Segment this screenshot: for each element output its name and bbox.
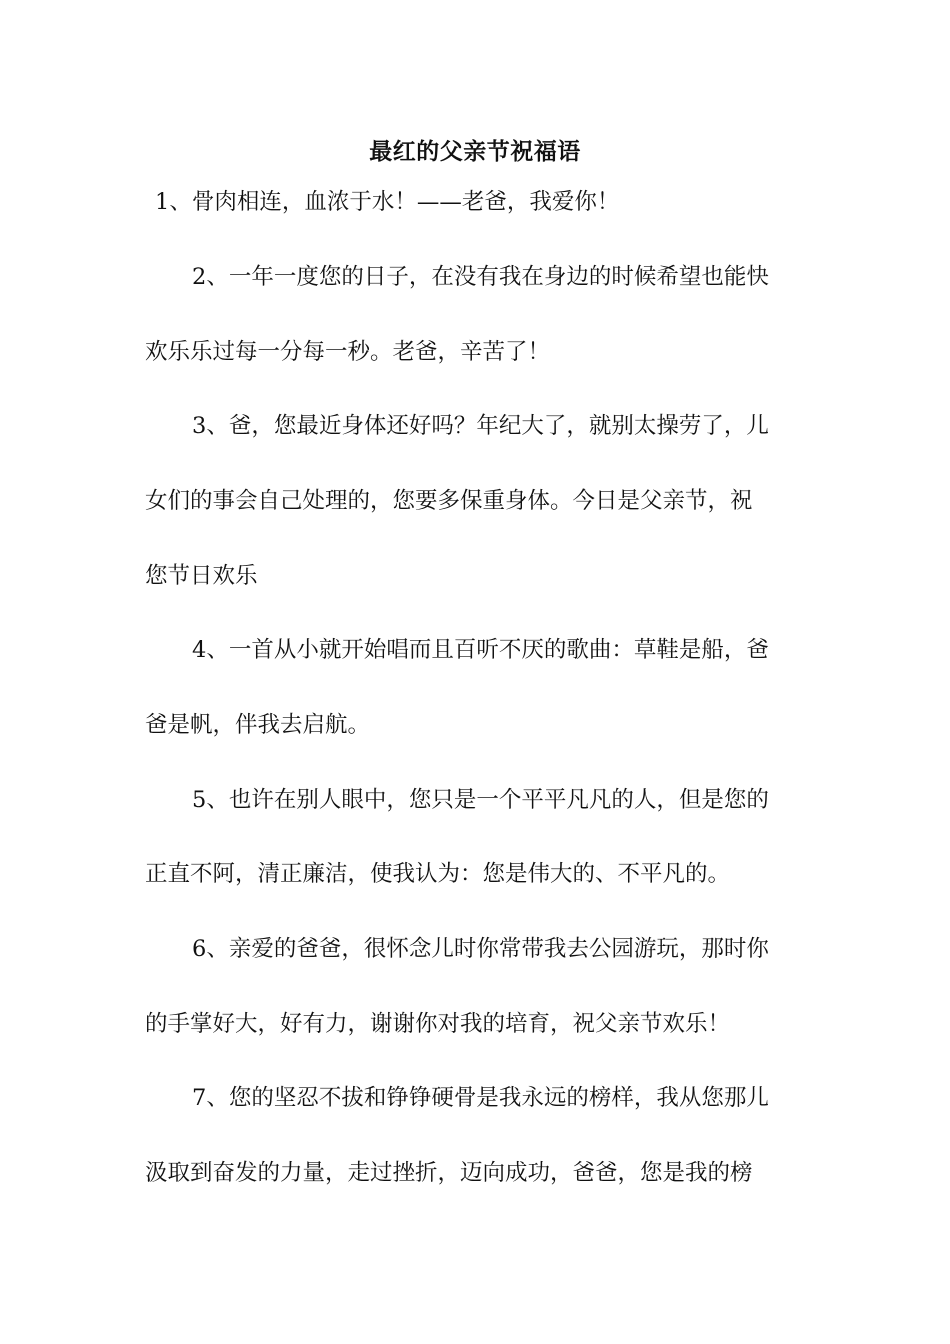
paragraph-line: 女们的事会自己处理的，您要多保重身体。今日是父亲节，祝: [145, 488, 753, 514]
paragraph-line: 5、也许在别人眼中，您只是一个平平凡凡的人，但是您的: [192, 787, 769, 813]
paragraph-line: 欢乐乐过每一分每一秒。老爸，辛苦了！: [145, 339, 551, 365]
paragraph-line: 您节日欢乐: [145, 563, 258, 589]
paragraph-line: 7、您的坚忍不拔和铮铮硬骨是我永远的榜样，我从您那儿: [192, 1085, 769, 1111]
paragraph-line: 汲取到奋发的力量，走过挫折，迈向成功，爸爸，您是我的榜: [145, 1160, 753, 1186]
paragraph-line: 6、亲爱的爸爸，很怀念儿时你常带我去公园游玩，那时你: [192, 936, 769, 962]
paragraph-line: 4、一首从小就开始唱而且百听不厌的歌曲：草鞋是船，爸: [192, 637, 769, 663]
paragraph-line: 正直不阿，清正廉洁，使我认为：您是伟大的、不平凡的。: [145, 861, 731, 887]
paragraph-line: 的手掌好大，好有力，谢谢你对我的培育，祝父亲节欢乐！: [145, 1011, 731, 1037]
paragraph-line: 1、骨肉相连，血浓于水！——老爸，我爱你！: [155, 189, 620, 215]
paragraph-line: 3、爸，您最近身体还好吗？年纪大了，就别太操劳了，儿: [192, 413, 769, 439]
paragraph-line: 2、一年一度您的日子，在没有我在身边的时候希望也能快: [192, 264, 769, 290]
paragraph-line: 爸是帆，伴我去启航。: [145, 712, 371, 738]
document-title: 最红的父亲节祝福语: [369, 138, 581, 165]
